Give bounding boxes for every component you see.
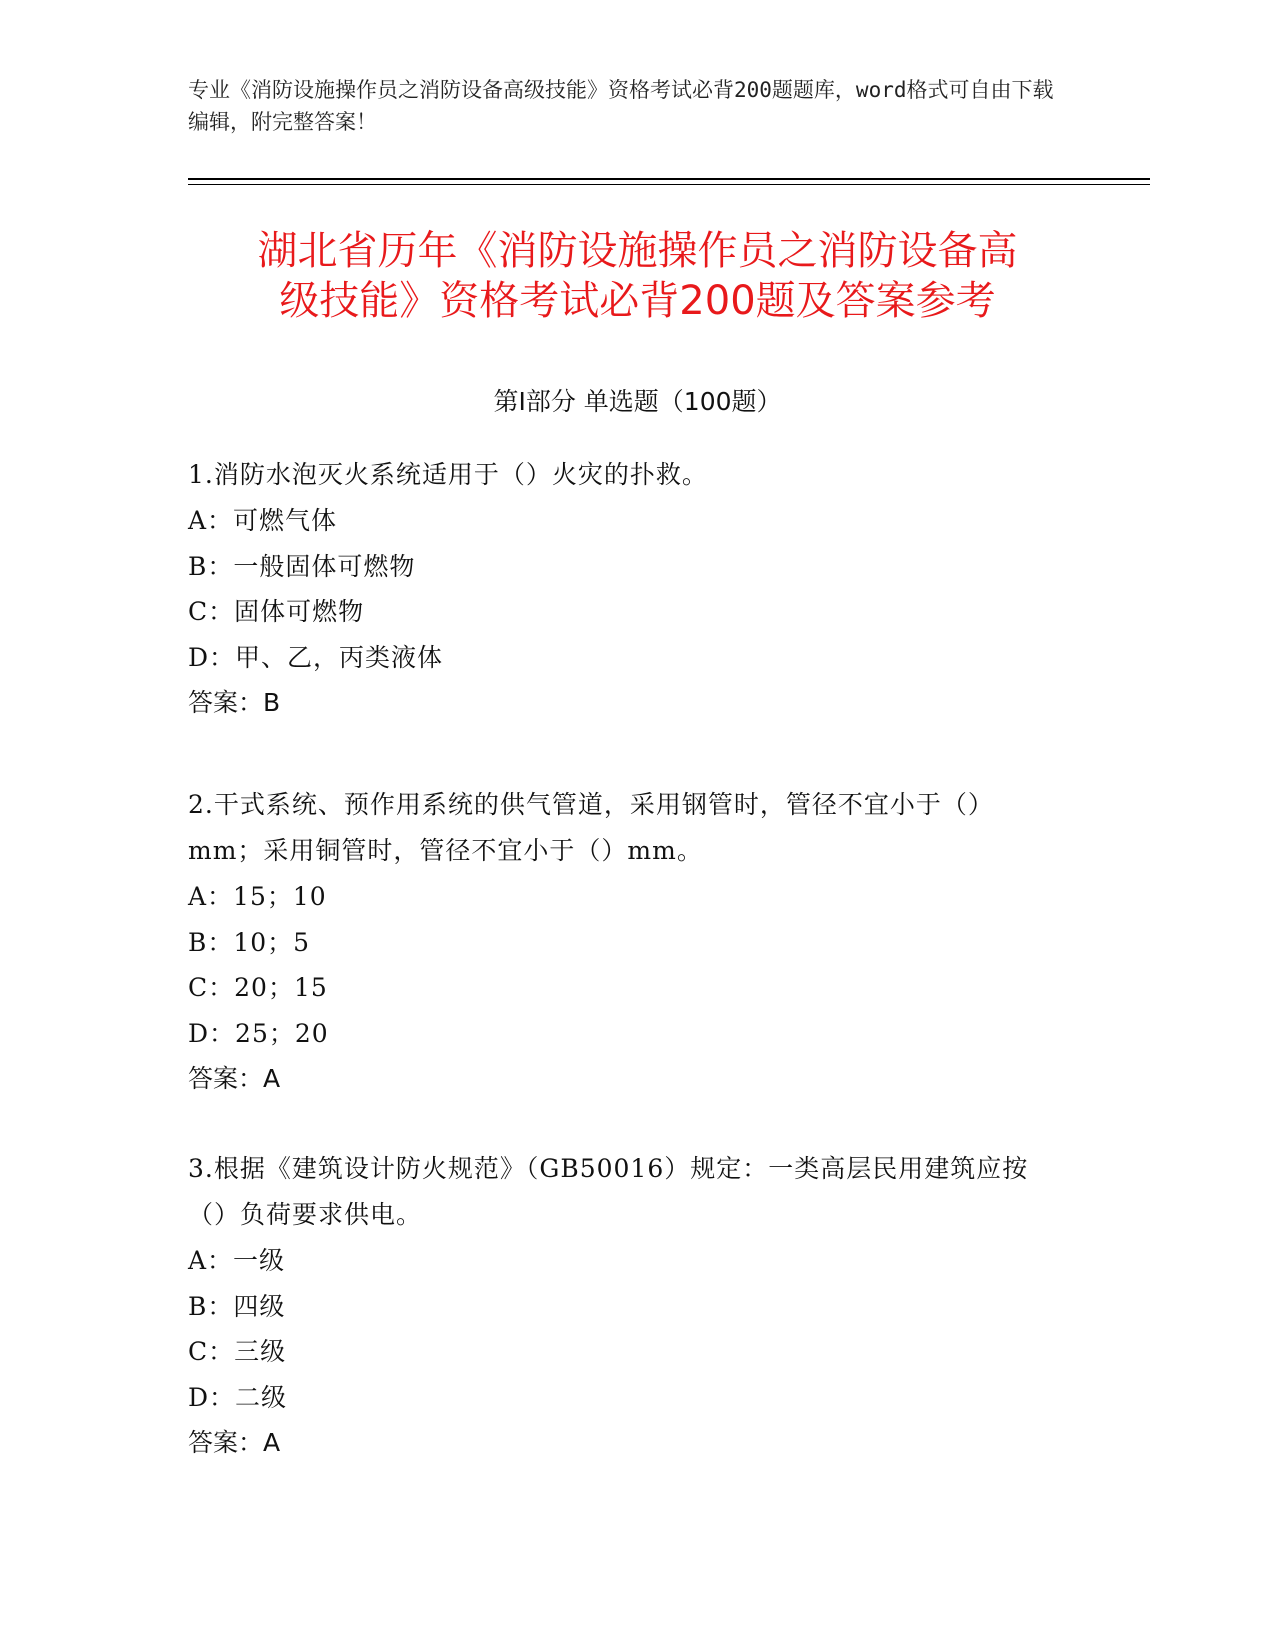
option-c: C：20；15 xyxy=(188,973,328,1002)
option-b: B：10；5 xyxy=(188,927,311,957)
option-a: A：可燃气体 xyxy=(188,506,338,535)
option-d: D：25；20 xyxy=(188,1018,329,1048)
option-b: B：四级 xyxy=(188,1291,286,1321)
document-title xyxy=(150,226,1125,326)
option-a: A：15；10 xyxy=(188,882,327,911)
question-stem: 1.消防水泡灭火系统适用于（）火灾的扑救。 xyxy=(188,460,708,489)
header-rule-thin xyxy=(188,184,1150,185)
option-c: C：固体可燃物 xyxy=(188,597,365,626)
header-note: 专业《消防设施操作员之消防设备高级技能》资格考试必背200题题库，word格式可自由下载编辑，附完整答案！ xyxy=(188,78,1054,134)
header-rule-thick xyxy=(188,178,1150,180)
section-title: 第Ⅰ部分 单选题（100题） xyxy=(493,387,782,416)
question-1 xyxy=(188,452,1088,726)
option-d: D：二级 xyxy=(188,1382,288,1412)
answer: 答案：A xyxy=(188,1064,281,1093)
option-b: B：一般固体可燃物 xyxy=(188,551,416,581)
document-title-line-1: 湖北省历年《消防设施操作员之消防设备高 xyxy=(257,228,1018,274)
question-stem: 3.根据《建筑设计防火规范》（GB50016）规定：一类高层民用建筑应按（）负荷要求供电。 xyxy=(188,1154,1029,1229)
option-d: D：甲、乙，丙类液体 xyxy=(188,642,444,672)
option-c: C：三级 xyxy=(188,1337,287,1366)
question-3 xyxy=(188,1146,1058,1466)
document-title-line-2: 级技能》资格考试必背200题及答案参考 xyxy=(279,278,996,324)
option-a: A：一级 xyxy=(188,1246,286,1275)
question-stem: 2.干式系统、预作用系统的供气管道，采用钢管时，管径不宜小于（）mm；采用铜管时，管径不宜小于（）mm。 xyxy=(188,790,994,865)
answer: 答案：A xyxy=(188,1428,281,1457)
question-2 xyxy=(188,782,1038,1102)
answer: 答案：B xyxy=(188,688,281,717)
